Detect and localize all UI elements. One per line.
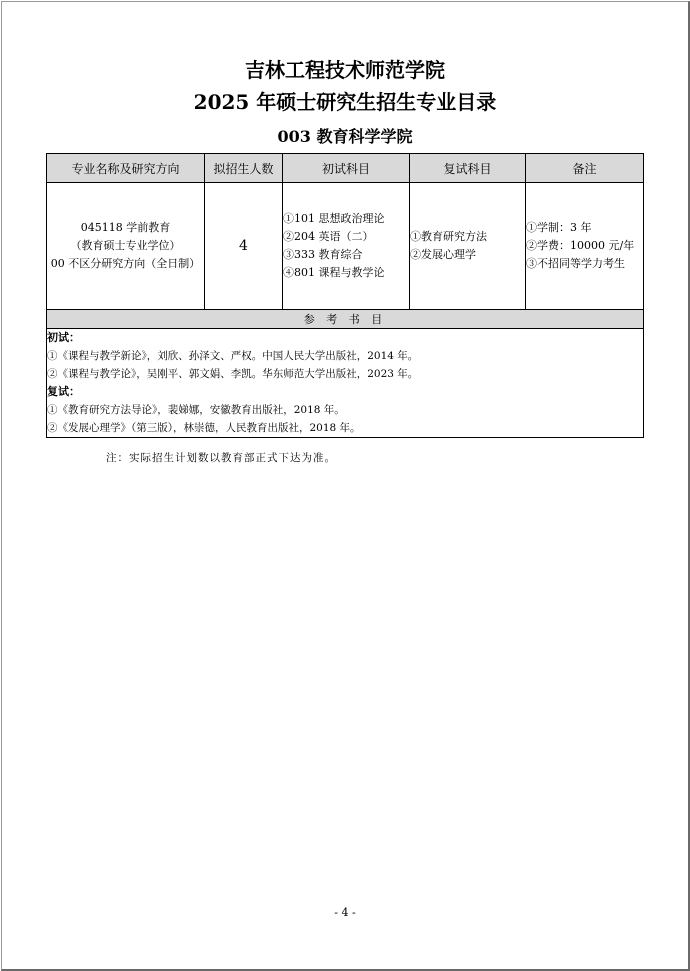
prelim-references-label: 初试： xyxy=(47,331,80,344)
prelim-subjects-cell xyxy=(283,183,410,310)
reference-item: ②《课程与教学论》，吴刚平、郭文娟、李凯。华东师范大学出版社，2023 年。 xyxy=(47,368,419,380)
table-header-row xyxy=(47,154,644,183)
catalog-title: 2025 年硕士研究生招生专业目录 xyxy=(193,90,497,114)
prelim-subject: ①101 思想政治理论 xyxy=(283,212,385,225)
remark: ③不招同等学力考生 xyxy=(526,257,625,270)
references-cell xyxy=(47,329,644,438)
references-header-row xyxy=(47,310,644,329)
retest-subject: ②发展心理学 xyxy=(410,248,476,261)
footnote: 注：实际招生计划数以教育部正式下达为准。 xyxy=(106,452,336,464)
prelim-subject: ③333 教育综合 xyxy=(283,248,363,261)
quota-cell: 4 xyxy=(205,183,283,310)
column-header-remarks: 备注 xyxy=(526,154,644,183)
reference-item: ②《发展心理学》（第三版），林崇德，人民教育出版社，2018 年。 xyxy=(47,422,361,434)
major-code-name: 045118 学前教育 xyxy=(80,221,171,234)
degree-type: （教育硕士专业学位） xyxy=(70,239,181,252)
references-row xyxy=(47,329,644,438)
reference-item: ①《教育研究方法导论》，裴娣娜，安徽教育出版社，2018 年。 xyxy=(47,404,345,416)
remark: ②学费：10000 元/年 xyxy=(526,239,635,252)
table-row xyxy=(47,183,644,310)
remarks-cell xyxy=(526,183,644,310)
reference-item: ①《课程与教学新论》，刘欣、孙泽文、严权。中国人民大学出版社，2014 年。 xyxy=(47,350,419,362)
prelim-subject: ④801 课程与教学论 xyxy=(283,266,385,279)
prelim-subject: ②204 英语（二） xyxy=(283,230,374,243)
references-heading: 参 考 书 目 xyxy=(47,310,644,329)
page-number: - 4 - xyxy=(334,906,356,919)
retest-references-label: 复试： xyxy=(47,385,80,398)
admission-catalog-table xyxy=(46,153,644,438)
column-header-prelim: 初试科目 xyxy=(283,154,410,183)
remark: ①学制：3 年 xyxy=(526,221,592,234)
research-direction: 00 不区分研究方向（全日制） xyxy=(50,257,201,270)
retest-subject: ①教育研究方法 xyxy=(410,230,487,243)
school-name: 吉林工程技术师范学院 xyxy=(245,58,445,82)
column-header-quota: 拟招生人数 xyxy=(205,154,283,183)
major-cell xyxy=(47,183,205,310)
retest-subjects-cell xyxy=(410,183,526,310)
column-header-major: 专业名称及研究方向 xyxy=(47,154,205,183)
column-header-retest: 复试科目 xyxy=(410,154,526,183)
college-title: 003 教育科学学院 xyxy=(277,127,413,146)
